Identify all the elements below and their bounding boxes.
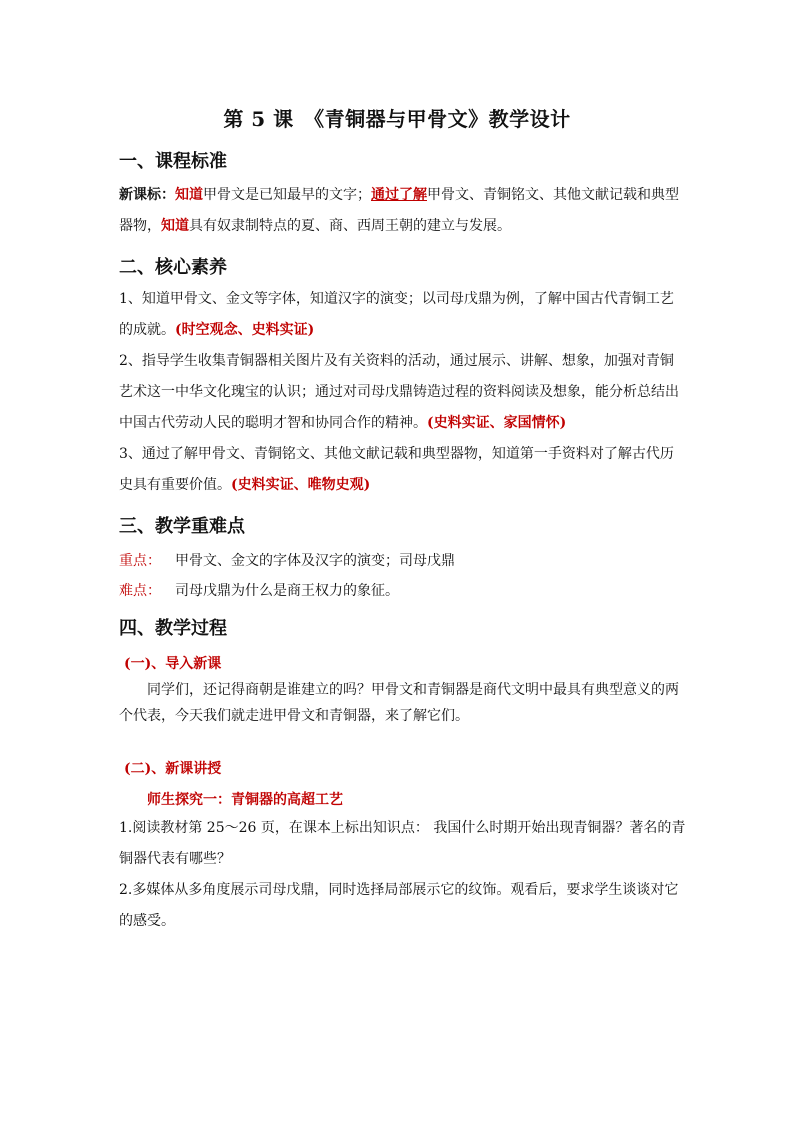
subheading-inquiry-one: 师生探究一：青铜器的高超工艺 <box>147 792 343 808</box>
literacy-tag: (史料实证、家国情怀) <box>427 415 567 431</box>
literacy-tag: (时空观念、史料实证) <box>175 322 315 338</box>
literacy-line: 1、知道甲骨文、金文等字体，知道汉字的演变；以司母戊鼎为例，了解中国古代青铜工艺 <box>119 291 674 307</box>
literacy-line: 3、通过了解甲骨文、青铜铭文、其他文献记载和典型器物，知道第一手资料对了解古代历 <box>119 446 674 462</box>
literacy-line: 艺术这一中华文化瑰宝的认识；通过对司母戊鼎铸造过程的资料阅读及想象，能分析总结出 <box>119 384 679 400</box>
section-heading-key-points: 三、教学重难点 <box>119 516 245 537</box>
difficulty-row <box>119 580 399 600</box>
literacy-line <box>119 408 679 439</box>
curriculum-line-2 <box>119 211 679 242</box>
introduction-paragraph <box>119 677 679 729</box>
curriculum-line-1 <box>119 180 679 211</box>
inquiry-line: 的感受。 <box>119 913 175 929</box>
keyword-understand: 通过了解 <box>371 187 427 203</box>
key-point-row <box>119 550 455 570</box>
literacy-text: 的成就。 <box>119 322 175 338</box>
literacy-text: 史具有重要价值。 <box>119 477 231 493</box>
literacy-line: 2、指导学生收集青铜器相关图片及有关资料的活动，通过展示、讲解、想象，加强对青铜 <box>119 353 674 369</box>
new-standard-label: 新课标： <box>119 187 175 203</box>
literacy-tag: (史料实证、唯物史观) <box>231 477 371 493</box>
inquiry-line: 1.阅读教材第 25～26 页，在课本上标出知识点： 我国什么时期开始出现青铜器？著名的青 <box>119 820 686 836</box>
document-title: 第 5 课 《青铜器与甲骨文》教学设计 <box>223 107 571 131</box>
introduction-line: 个代表，今天我们就走进甲骨文和青铜器，来了解它们。 <box>119 708 469 724</box>
difficulty-text: 司母戊鼎为什么是商王权力的象征。 <box>175 583 399 599</box>
inquiry-line: 2.多媒体从多角度展示司母戊鼎，同时选择局部展示它的纹饰。观看后，要求学生谈谈对它 <box>119 882 679 898</box>
section-heading-curriculum: 一、课程标准 <box>119 151 227 172</box>
section-heading-process: 四、教学过程 <box>119 618 227 639</box>
literacy-line <box>119 470 679 501</box>
inquiry-line: 铜器代表有哪些？ <box>119 851 231 867</box>
curriculum-paragraph <box>119 180 679 242</box>
literacy-paragraphs <box>119 284 679 501</box>
subheading-introduction: (一)、导入新课 <box>124 656 222 672</box>
literacy-text: 中国古代劳动人民的聪明才智和协同合作的精神。 <box>119 415 427 431</box>
inquiry-steps <box>119 813 686 937</box>
curriculum-text: 器物， <box>119 218 161 234</box>
subheading-new-lesson: (二)、新课讲授 <box>124 761 222 777</box>
keyword-know: 知道 <box>175 187 203 203</box>
curriculum-text: 甲骨文、青铜铭文、其他文献记载和典型 <box>427 187 679 203</box>
key-point-label: 重点： <box>119 553 161 569</box>
key-point-text: 甲骨文、金文的字体及汉字的演变；司母戊鼎 <box>175 553 455 569</box>
introduction-line: 同学们，还记得商朝是谁建立的吗？甲骨文和青铜器是商代文明中最具有典型意义的两 <box>119 682 679 698</box>
difficulty-label: 难点： <box>119 583 161 599</box>
section-heading-literacy: 二、核心素养 <box>119 257 227 278</box>
literacy-line <box>119 315 679 346</box>
curriculum-text: 具有奴隶制特点的夏、商、西周王朝的建立与发展。 <box>189 218 511 234</box>
keyword-know: 知道 <box>161 218 189 234</box>
curriculum-text: 甲骨文是已知最早的文字； <box>203 187 371 203</box>
